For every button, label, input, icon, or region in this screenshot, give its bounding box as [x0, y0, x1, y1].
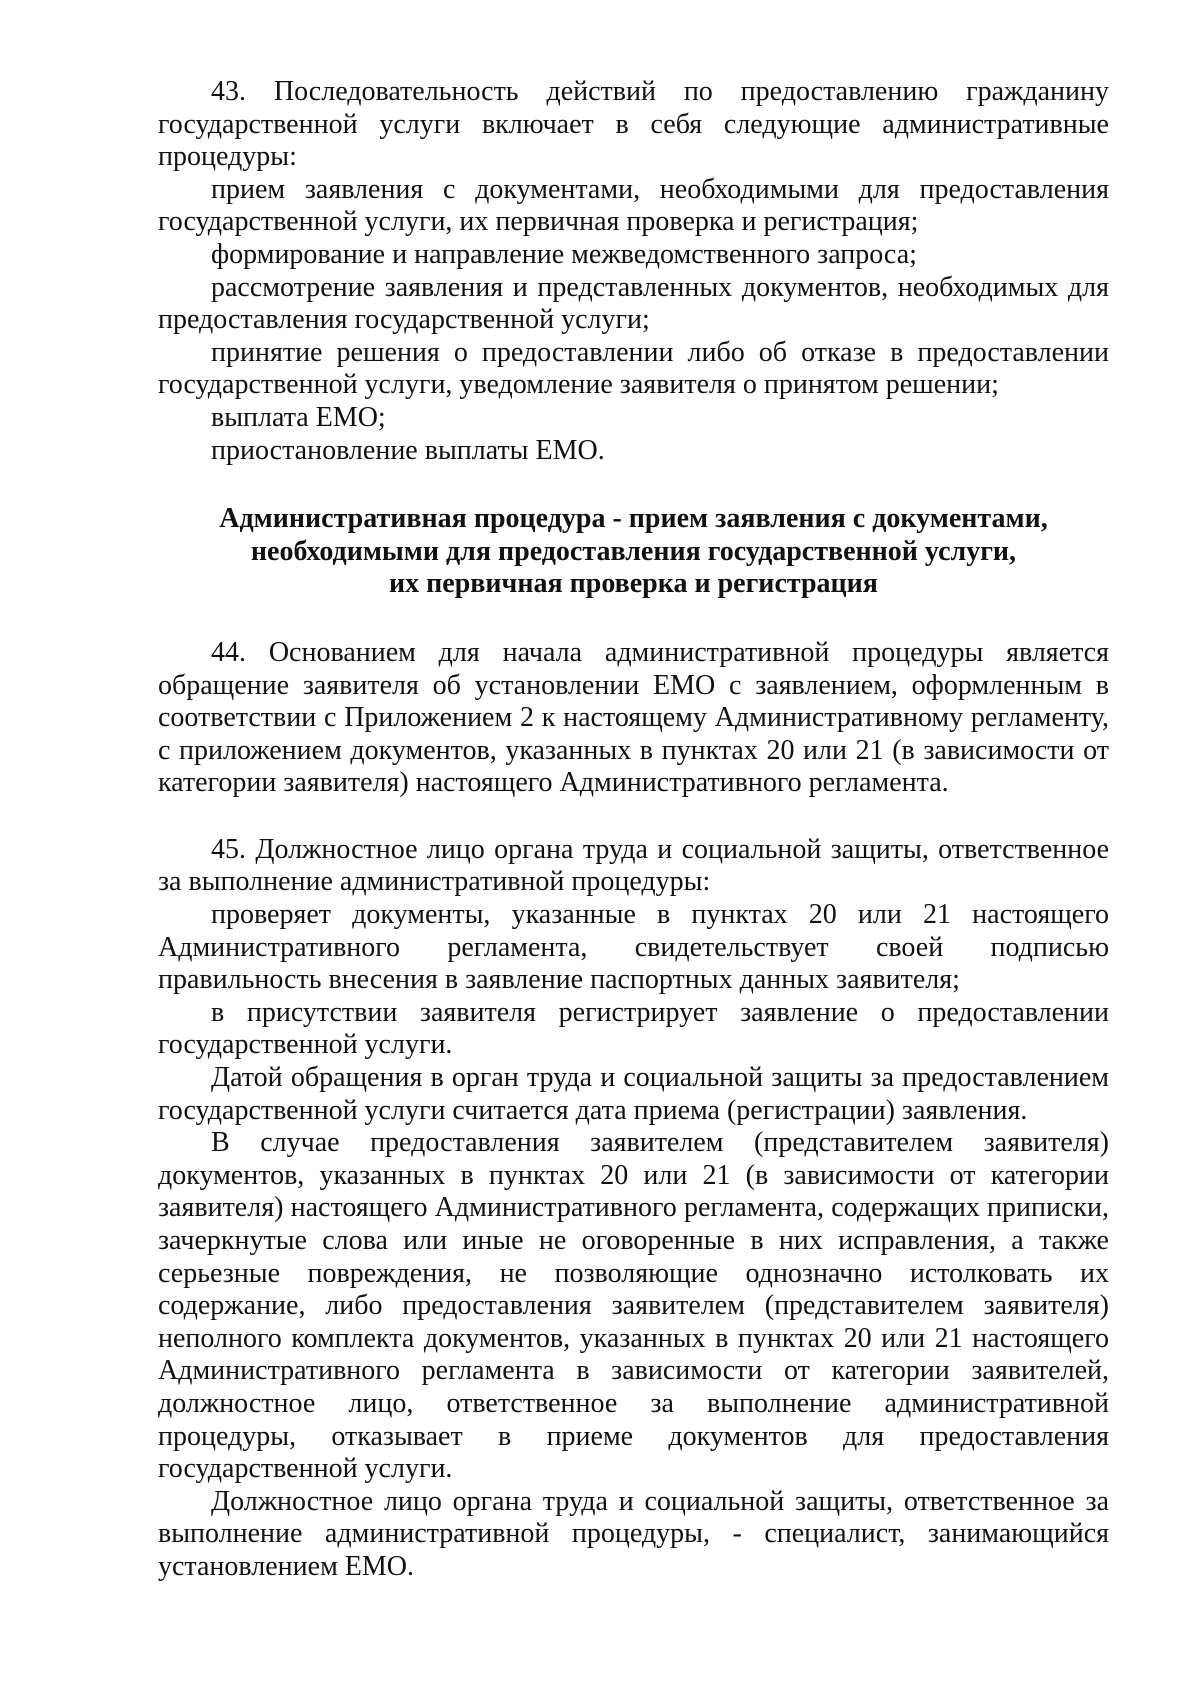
paragraph-44: 44. Основанием для начала административной процедуры является обращение заявителя об установлении ЕМО с заявлением, оформленным в соответствии с Приложением 2 к настоящему Административному регламенту, с приложением документов, указанных в пунктах 20 или 21 (в зависимости от категории заявителя) настоящего Административного регламента.: [158, 636, 1109, 799]
paragraph-45-intro: 45. Должностное лицо органа труда и социальной защиты, ответственное за выполнение административной процедуры:: [158, 833, 1109, 898]
paragraph-45-text: Датой обращения в орган труда и социальной защиты за предоставлением государственной услуги считается дата приема (регистрации) заявления.: [158, 1062, 1109, 1126]
paragraph-45-text: проверяет документы, указанные в пунктах 20 или 21 настоящего Административного регламента, свидетельствует своей подписью правильность внесения в заявление паспортных данных заявителя;: [158, 899, 1109, 996]
heading-line-3: их первичная проверка и регистрация: [389, 568, 878, 600]
heading-line-1: Административная процедура - прием заявления с документами,: [219, 503, 1048, 535]
list-item: принятие решения о предоставлении либо об отказе в предоставлении государственной услуги, уведомление заявителя о принятом решении;: [158, 336, 1109, 401]
paragraph-43-intro: 43. Последовательность действий по предоставлению гражданину государственной услуги включает в себя следующие административные процедуры:: [158, 76, 1109, 173]
list-item: рассмотрение заявления и представленных документов, необходимых для предоставления государственной услуги;: [158, 271, 1109, 336]
document-page: [158, 76, 1109, 1584]
list-item: выплата ЕМО;: [211, 401, 386, 433]
section-heading: [158, 503, 1109, 601]
list-item: прием заявления с документами, необходимыми для предоставления государственной услуги, их первичная проверка и регистрация;: [158, 173, 1109, 238]
paragraph-gap: [158, 800, 1109, 834]
list-item: приостановление выплаты ЕМО.: [211, 434, 605, 466]
list-item: формирование и направление межведомственного запроса;: [211, 238, 917, 270]
paragraph-45-text: В случае предоставления заявителем (представителем заявителя) документов, указанных в пунктах 20 или 21 (в зависимости от категории заявителя) настоящего Административного регламента, содержащих приписки, зачеркнутые слова или иные не оговоренные в них исправления, а также серьезные повреждения, не позволяющие однозначно истолковать их содержание, либо предоставления заявителем (представителем заявителя) неполного комплекта документов, указанных в пунктах 20 или 21 настоящего Административного регламента в зависимости от категории заявителей, должностное лицо, ответственное за выполнение административной процедуры, отказывает в приеме документов для предоставления государственной услуги.: [158, 1127, 1109, 1485]
paragraph-45-text: в присутствии заявителя регистрирует заявление о предоставлении государственной услуги.: [158, 996, 1109, 1061]
heading-line-2: необходимыми для предоставления государственной услуги,: [250, 535, 1017, 567]
paragraph-45-text: Должностное лицо органа труда и социальной защиты, ответственное за выполнение административной процедуры, - специалист, занимающийся установлением ЕМО.: [158, 1485, 1109, 1582]
